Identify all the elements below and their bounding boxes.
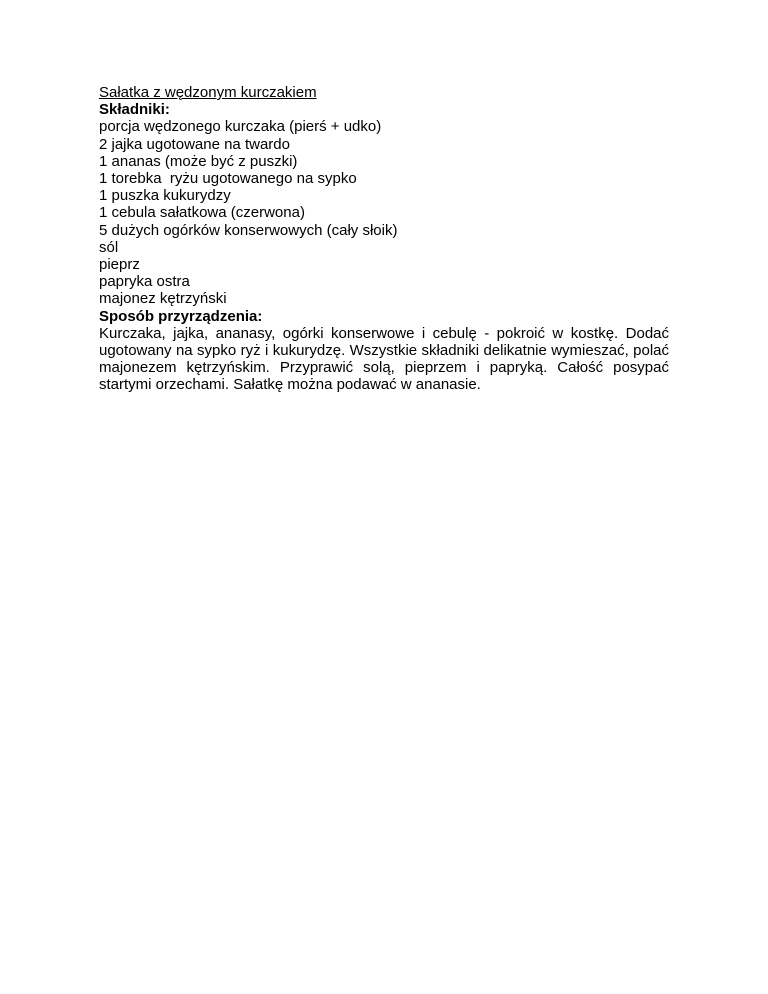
list-item: 2 jajka ugotowane na twardo <box>99 135 290 153</box>
preparation-text: Kurczaka, jajka, ananasy, ogórki konserwowe i cebulę - pokroić w kostkę. Dodać ugotowany na sypko ryż i kukurydzę. Wszystkie składniki delikatnie wymieszać, polać majonezem kętrzyńskim. Przyprawić solą, pieprzem i papryką. Całość posypać startymi orzechami. Sałatkę można podawać w ananasie. <box>99 324 669 394</box>
list-item: porcja wędzonego kurczaka (pierś + udko) <box>99 118 382 136</box>
list-item: 1 cebula sałatkowa (czerwona) <box>99 204 305 222</box>
ingredients-heading: Składniki: <box>99 101 170 119</box>
list-item: 1 ananas (może być z puszki) <box>99 152 298 170</box>
list-item: sól <box>99 238 119 256</box>
recipe-document <box>99 84 669 394</box>
ingredients-list <box>99 118 669 307</box>
list-item: majonez kętrzyński <box>99 290 227 308</box>
list-item: 5 dużych ogórków konserwowych (cały słoik) <box>99 221 398 239</box>
list-item: pieprz <box>99 256 140 274</box>
list-item: 1 torebka ryżu ugotowanego na sypko <box>99 170 357 188</box>
list-item: 1 puszka kukurydzy <box>99 187 231 205</box>
recipe-title: Sałatka z wędzonym kurczakiem <box>99 84 317 101</box>
preparation-heading: Sposób przyrządzenia: <box>99 307 263 325</box>
list-item: papryka ostra <box>99 273 190 291</box>
